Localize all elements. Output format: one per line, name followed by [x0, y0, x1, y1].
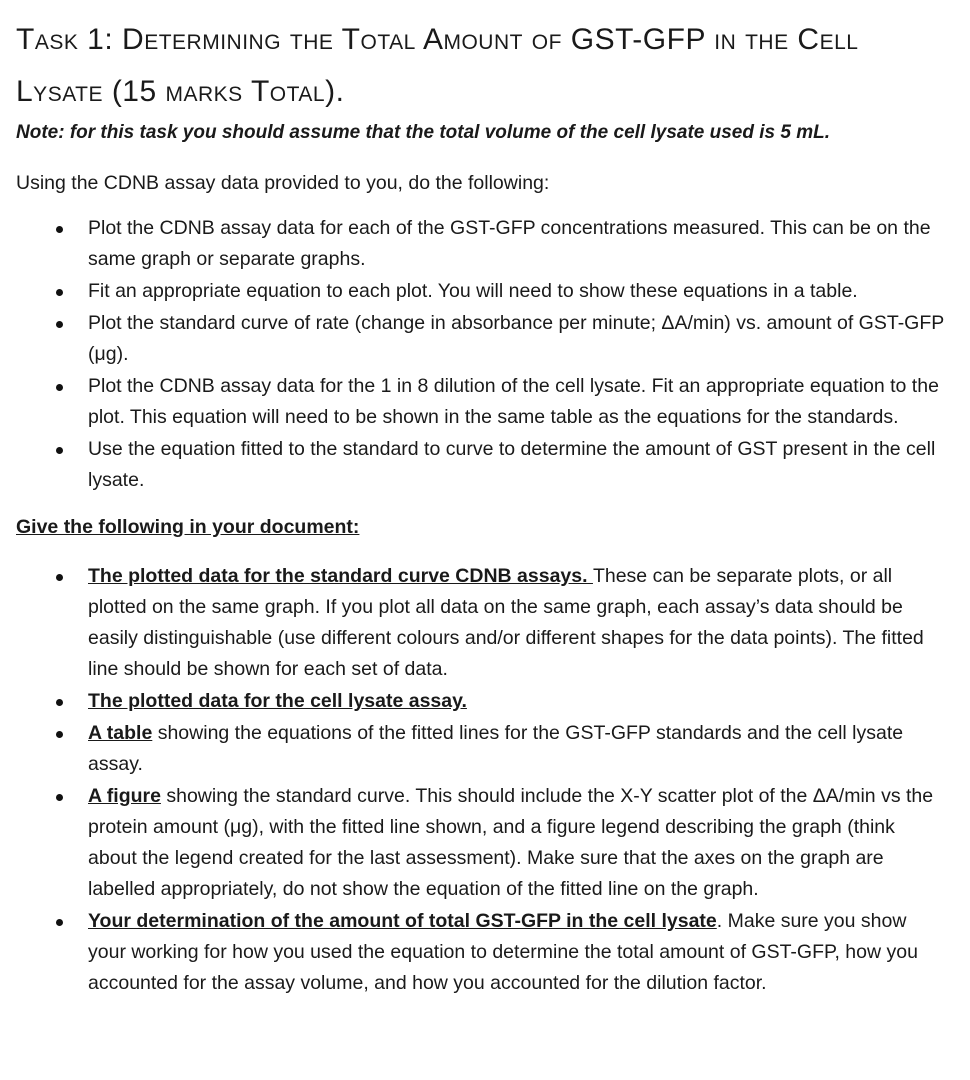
bullet-icon	[56, 731, 63, 738]
list-item: A figure showing the standard curve. This should include the X-Y scatter plot of the ΔA/min vs the protein amount (μg), with the fitted line shown, and a figure legend describing the graph (think about the legend created for the last assessment). Make sure that the axes on the graph are labelled appropriately, do not show the equation of the fitted line on the graph.	[16, 781, 948, 905]
list-item: Plot the CDNB assay data for the 1 in 8 dilution of the cell lysate. Fit an appropriate equation to the plot. This equation will need to be shown in the same table as the equations for the standards.	[16, 371, 948, 433]
bullet-icon	[56, 447, 63, 454]
task-title-line2: Lysate (15 marks Total).	[16, 75, 345, 108]
bullet-icon	[56, 226, 63, 233]
list-item: The plotted data for the cell lysate assay.	[16, 686, 948, 717]
bullet-icon	[56, 574, 63, 581]
steps-list	[16, 213, 948, 496]
list-item: Plot the CDNB assay data for each of the GST-GFP concentrations measured. This can be on the same graph or separate graphs.	[16, 213, 948, 275]
bullet-icon	[56, 794, 63, 801]
bullet-icon	[56, 699, 63, 706]
list-item: Plot the standard curve of rate (change in absorbance per minute; ΔA/min) vs. amount of GST-GFP (μg).	[16, 308, 948, 370]
deliverables-heading: Give the following in your document:	[16, 516, 360, 538]
deliverables-list	[16, 561, 948, 999]
intro-text: Using the CDNB assay data provided to you, do the following:	[16, 172, 550, 194]
list-item: Fit an appropriate equation to each plot. You will need to show these equations in a table.	[16, 276, 948, 307]
list-item: A table showing the equations of the fitted lines for the GST-GFP standards and the cell lysate assay.	[16, 718, 948, 780]
bullet-icon	[56, 321, 63, 328]
volume-note: Note: for this task you should assume that the total volume of the cell lysate used is 5 mL.	[16, 122, 831, 143]
bullet-icon	[56, 919, 63, 926]
bullet-icon	[56, 384, 63, 391]
task-title-line1: Task 1: Determining the Total Amount of GST-GFP in the Cell	[16, 23, 859, 56]
list-item: The plotted data for the standard curve CDNB assays. These can be separate plots, or all plotted on the same graph. If you plot all data on the same graph, each assay’s data should be easily distinguishable (use different colours and/or different shapes for the data points). The fitted line should be shown for each set of data.	[16, 561, 948, 685]
bullet-icon	[56, 289, 63, 296]
task-title	[16, 14, 948, 118]
list-item: Use the equation fitted to the standard to curve to determine the amount of GST present in the cell lysate.	[16, 434, 948, 496]
list-item: Your determination of the amount of total GST-GFP in the cell lysate. Make sure you show your working for how you used the equation to determine the total amount of GST-GFP, how you accounted for the assay volume, and how you accounted for the dilution factor.	[16, 906, 948, 999]
